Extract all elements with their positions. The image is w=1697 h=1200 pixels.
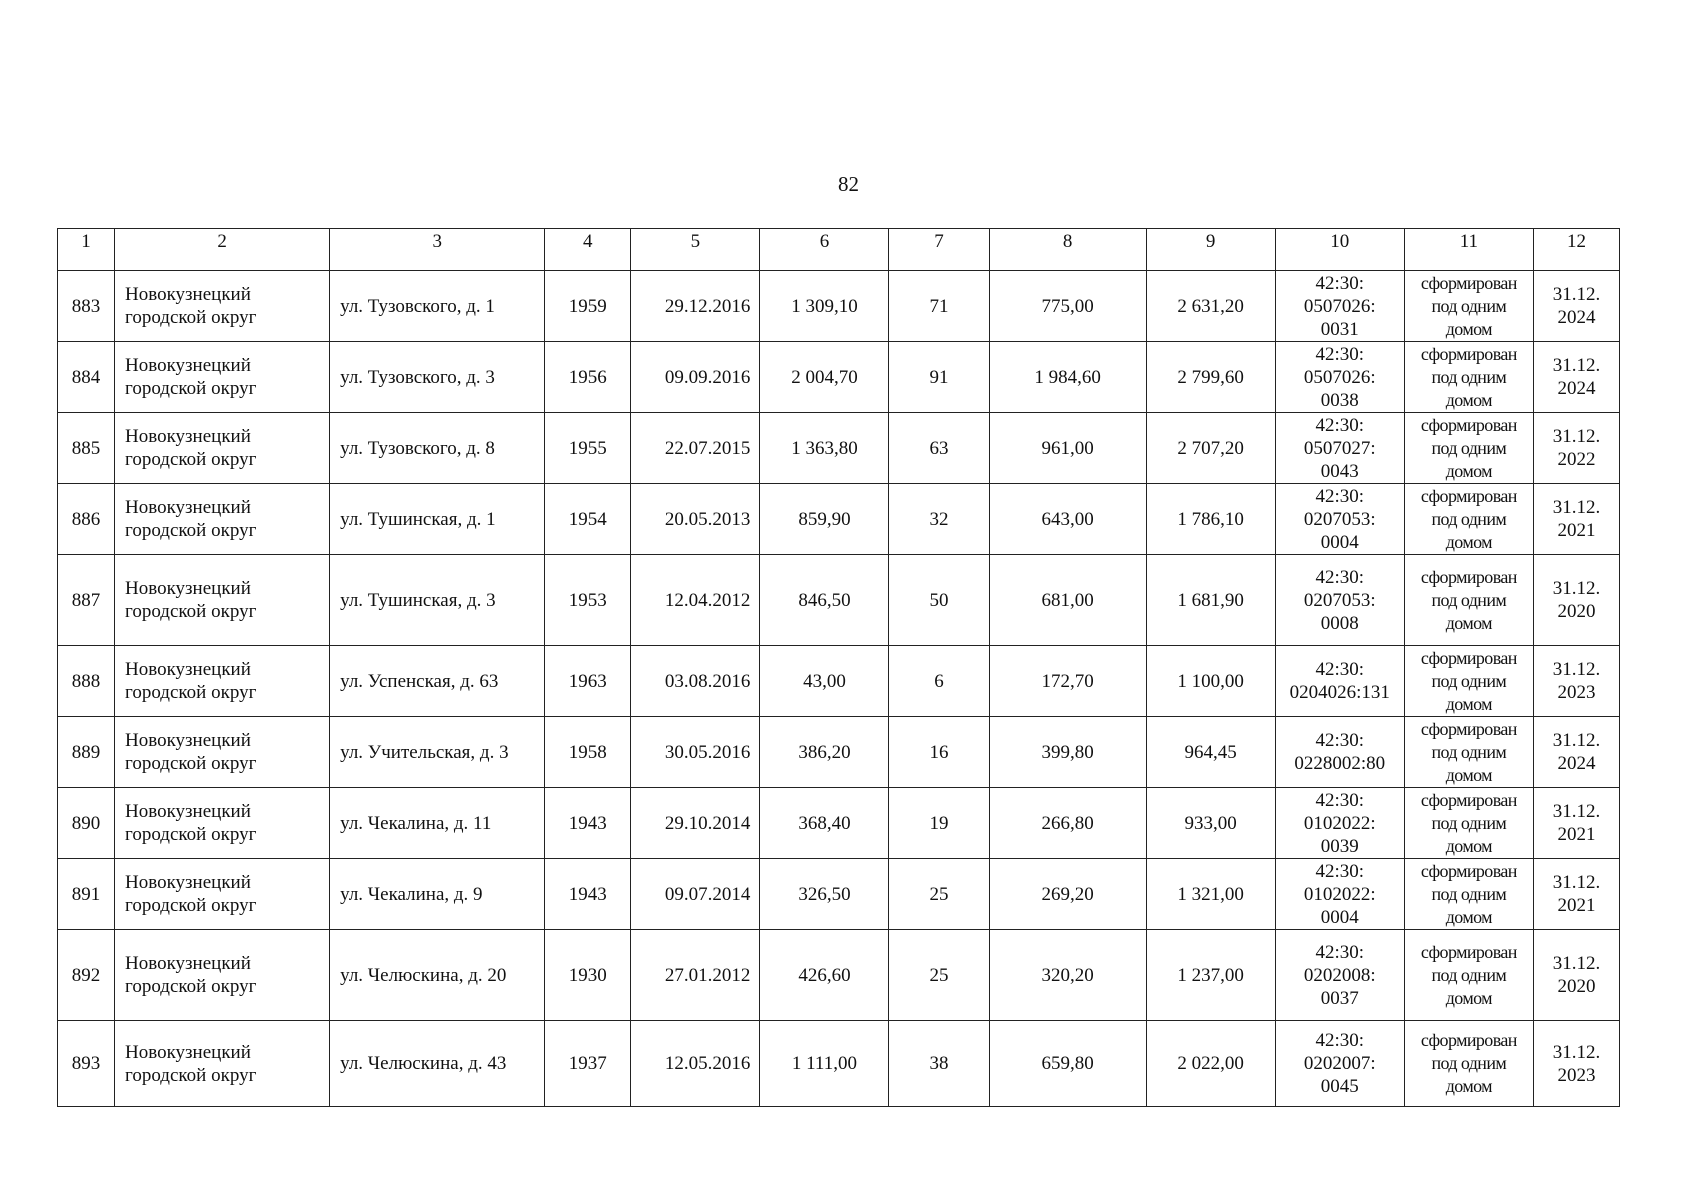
municipality-cell xyxy=(115,484,330,555)
cell-line: 42:30: xyxy=(1315,343,1365,365)
deadline-cell xyxy=(1533,484,1619,555)
cell-line: 0507026: xyxy=(1303,366,1376,388)
land-status-cell xyxy=(1404,555,1533,646)
municipality-cell xyxy=(115,271,330,342)
cell-line: 0038 xyxy=(1320,389,1359,411)
column-header: 11 xyxy=(1404,229,1533,271)
area-total-cell: 43,00 xyxy=(760,646,889,717)
cell-line: 42:30: xyxy=(1315,485,1365,507)
cell-line: 42:30: xyxy=(1315,566,1365,588)
cell-line: под одним xyxy=(1431,295,1507,316)
address-cell: ул. Чекалина, д. 9 xyxy=(330,859,545,930)
area-a-cell: 266,80 xyxy=(989,788,1146,859)
area-a-cell: 269,20 xyxy=(989,859,1146,930)
area-b-cell: 1 786,10 xyxy=(1146,484,1275,555)
count-cell: 71 xyxy=(889,271,989,342)
cell-line: 42:30: xyxy=(1315,860,1365,882)
row-number-cell: 891 xyxy=(58,859,115,930)
land-status-cell xyxy=(1404,271,1533,342)
row-number-cell: 887 xyxy=(58,555,115,646)
municipality-cell xyxy=(115,555,330,646)
cell-line: под одним xyxy=(1431,366,1507,387)
area-total-cell: 326,50 xyxy=(760,859,889,930)
deadline-cell xyxy=(1533,859,1619,930)
cell-line: сформирован xyxy=(1420,1030,1517,1050)
cell-line: домом xyxy=(1445,531,1492,552)
land-status-cell xyxy=(1404,1021,1533,1107)
municipality-cell xyxy=(115,1021,330,1107)
area-b-cell: 964,45 xyxy=(1146,717,1275,788)
column-header: 8 xyxy=(989,229,1146,271)
date-cell: 22.07.2015 xyxy=(631,413,760,484)
count-cell: 19 xyxy=(889,788,989,859)
address-cell: ул. Успенская, д. 63 xyxy=(330,646,545,717)
cell-line: 2023 xyxy=(1557,682,1596,703)
page-number: 82 xyxy=(838,172,859,196)
cadastral-number-cell xyxy=(1275,1021,1404,1107)
land-status-cell xyxy=(1404,717,1533,788)
cell-line: 31.12. xyxy=(1552,730,1601,751)
municipality-cell xyxy=(115,717,330,788)
column-header: 2 xyxy=(115,229,330,271)
area-b-cell: 2 799,60 xyxy=(1146,342,1275,413)
land-status-cell xyxy=(1404,484,1533,555)
address-cell: ул. Тушинская, д. 1 xyxy=(330,484,545,555)
cadastral-number-cell xyxy=(1275,413,1404,484)
area-total-cell: 1 309,10 xyxy=(760,271,889,342)
year-cell: 1954 xyxy=(545,484,631,555)
column-header: 5 xyxy=(631,229,760,271)
cadastral-number-cell xyxy=(1275,484,1404,555)
year-cell: 1956 xyxy=(545,342,631,413)
municipality-cell xyxy=(115,930,330,1021)
year-cell: 1963 xyxy=(545,646,631,717)
count-cell: 50 xyxy=(889,555,989,646)
area-total-cell: 846,50 xyxy=(760,555,889,646)
area-a-cell: 1 984,60 xyxy=(989,342,1146,413)
cadastral-number-cell xyxy=(1275,717,1404,788)
cell-line: 0008 xyxy=(1320,612,1359,634)
area-total-cell: 1 363,80 xyxy=(760,413,889,484)
area-b-cell: 2 707,20 xyxy=(1146,413,1275,484)
cell-line: Новокузнецкий xyxy=(125,355,251,376)
row-number-cell: 885 xyxy=(58,413,115,484)
cell-line: 31.12. xyxy=(1552,578,1601,599)
cell-line: 31.12. xyxy=(1552,953,1601,974)
cell-line: Новокузнецкий xyxy=(125,578,251,599)
cell-line: городской округ xyxy=(125,1064,257,1086)
cell-line: 31.12. xyxy=(1552,426,1601,447)
area-a-cell: 172,70 xyxy=(989,646,1146,717)
cell-line: 0045 xyxy=(1320,1076,1359,1097)
housing-registry-table xyxy=(57,228,1620,1107)
cell-line: городской округ xyxy=(125,378,257,399)
cell-line: 2024 xyxy=(1557,378,1596,399)
count-cell: 38 xyxy=(889,1021,989,1107)
table-row xyxy=(58,1021,1620,1107)
address-cell: ул. Тузовского, д. 1 xyxy=(330,271,545,342)
year-cell: 1959 xyxy=(545,271,631,342)
cell-line: Новокузнецкий xyxy=(125,953,251,974)
count-cell: 16 xyxy=(889,717,989,788)
area-total-cell: 386,20 xyxy=(760,717,889,788)
cell-line: под одним xyxy=(1431,964,1507,985)
column-header: 1 xyxy=(58,229,115,271)
cell-line: 2023 xyxy=(1557,1064,1596,1086)
column-header: 4 xyxy=(545,229,631,271)
cell-line: городской округ xyxy=(125,520,257,541)
cell-line: 2024 xyxy=(1557,307,1596,328)
row-number-cell: 884 xyxy=(58,342,115,413)
cell-line: под одним xyxy=(1431,1053,1507,1073)
cell-line: городской округ xyxy=(125,824,257,845)
cell-line: домом xyxy=(1445,906,1492,927)
cell-line: городской округ xyxy=(125,449,257,470)
cell-line: 0004 xyxy=(1320,906,1359,928)
cell-line: 42:30: xyxy=(1315,789,1365,811)
area-a-cell: 961,00 xyxy=(989,413,1146,484)
municipality-cell xyxy=(115,413,330,484)
date-cell: 27.01.2012 xyxy=(631,930,760,1021)
table-row xyxy=(58,484,1620,555)
cadastral-number-cell xyxy=(1275,859,1404,930)
address-cell: ул. Тушинская, д. 3 xyxy=(330,555,545,646)
cell-line: 2020 xyxy=(1557,601,1596,622)
cell-line: 31.12. xyxy=(1552,659,1601,680)
cell-line: 0507026: xyxy=(1303,295,1376,317)
area-b-cell: 1 237,00 xyxy=(1146,930,1275,1021)
table-row xyxy=(58,646,1620,717)
area-total-cell: 1 111,00 xyxy=(760,1021,889,1107)
area-a-cell: 659,80 xyxy=(989,1021,1146,1107)
table-row xyxy=(58,271,1620,342)
cell-line: под одним xyxy=(1431,508,1507,529)
deadline-cell xyxy=(1533,646,1619,717)
cell-line: городской округ xyxy=(125,601,257,622)
cell-line: Новокузнецкий xyxy=(125,284,251,305)
table-row xyxy=(58,859,1620,930)
area-b-cell: 2 022,00 xyxy=(1146,1021,1275,1107)
area-b-cell: 1 681,90 xyxy=(1146,555,1275,646)
cadastral-number-cell xyxy=(1275,646,1404,717)
area-a-cell: 643,00 xyxy=(989,484,1146,555)
land-status-cell xyxy=(1404,646,1533,717)
cell-line: Новокузнецкий xyxy=(125,872,251,893)
cadastral-number-cell xyxy=(1275,342,1404,413)
deadline-cell xyxy=(1533,930,1619,1021)
area-total-cell: 2 004,70 xyxy=(760,342,889,413)
cell-line: домом xyxy=(1445,693,1492,714)
deadline-cell xyxy=(1533,717,1619,788)
cell-line: 31.12. xyxy=(1552,872,1601,893)
cell-line: домом xyxy=(1445,1076,1492,1096)
cell-line: под одним xyxy=(1431,437,1507,458)
land-status-cell xyxy=(1404,859,1533,930)
municipality-cell xyxy=(115,646,330,717)
row-number-cell: 889 xyxy=(58,717,115,788)
date-cell: 29.10.2014 xyxy=(631,788,760,859)
row-number-cell: 886 xyxy=(58,484,115,555)
year-cell: 1943 xyxy=(545,859,631,930)
cell-line: под одним xyxy=(1431,670,1507,691)
cell-line: под одним xyxy=(1431,883,1507,904)
address-cell: ул. Учительская, д. 3 xyxy=(330,717,545,788)
cell-line: сформирован xyxy=(1420,647,1517,668)
cell-line: 31.12. xyxy=(1552,801,1601,822)
table-row xyxy=(58,342,1620,413)
land-status-cell xyxy=(1404,788,1533,859)
cell-line: Новокузнецкий xyxy=(125,730,251,751)
area-total-cell: 859,90 xyxy=(760,484,889,555)
table-row xyxy=(58,788,1620,859)
deadline-cell xyxy=(1533,555,1619,646)
column-header: 6 xyxy=(760,229,889,271)
cell-line: 0031 xyxy=(1320,318,1359,340)
cell-line: 0228002:80 xyxy=(1294,753,1386,774)
cell-line: городской округ xyxy=(125,307,257,328)
cell-line: домом xyxy=(1445,764,1492,785)
cell-line: домом xyxy=(1445,612,1492,633)
cell-line: 31.12. xyxy=(1552,1041,1601,1063)
cell-line: 0207053: xyxy=(1303,589,1376,611)
row-number-cell: 890 xyxy=(58,788,115,859)
date-cell: 29.12.2016 xyxy=(631,271,760,342)
row-number-cell: 893 xyxy=(58,1021,115,1107)
count-cell: 32 xyxy=(889,484,989,555)
table-row xyxy=(58,413,1620,484)
column-number-header-row xyxy=(58,229,1620,271)
table-row xyxy=(58,717,1620,788)
cell-line: Новокузнецкий xyxy=(125,1041,251,1063)
year-cell: 1953 xyxy=(545,555,631,646)
year-cell: 1955 xyxy=(545,413,631,484)
count-cell: 25 xyxy=(889,859,989,930)
cell-line: 31.12. xyxy=(1552,284,1601,305)
date-cell: 09.09.2016 xyxy=(631,342,760,413)
count-cell: 63 xyxy=(889,413,989,484)
address-cell: ул. Тузовского, д. 8 xyxy=(330,413,545,484)
column-header: 3 xyxy=(330,229,545,271)
cell-line: 42:30: xyxy=(1315,272,1365,294)
cell-line: 0204026:131 xyxy=(1289,682,1390,703)
cell-line: 42:30: xyxy=(1315,1030,1365,1051)
cell-line: 0202008: xyxy=(1303,964,1376,986)
cell-line: под одним xyxy=(1431,812,1507,833)
cell-line: под одним xyxy=(1431,741,1507,762)
cell-line: сформирован xyxy=(1420,414,1517,435)
address-cell: ул. Чекалина, д. 11 xyxy=(330,788,545,859)
cell-line: 42:30: xyxy=(1315,659,1365,680)
cell-line: 42:30: xyxy=(1315,730,1365,751)
land-status-cell xyxy=(1404,342,1533,413)
cadastral-number-cell xyxy=(1275,555,1404,646)
cell-line: городской округ xyxy=(125,976,257,997)
cell-line: 42:30: xyxy=(1315,414,1365,436)
deadline-cell xyxy=(1533,413,1619,484)
cell-line: домом xyxy=(1445,835,1492,856)
count-cell: 91 xyxy=(889,342,989,413)
municipality-cell xyxy=(115,788,330,859)
date-cell: 12.05.2016 xyxy=(631,1021,760,1107)
cell-line: под одним xyxy=(1431,589,1507,610)
cell-line: Новокузнецкий xyxy=(125,801,251,822)
year-cell: 1930 xyxy=(545,930,631,1021)
area-a-cell: 320,20 xyxy=(989,930,1146,1021)
column-header: 7 xyxy=(889,229,989,271)
cell-line: сформирован xyxy=(1420,343,1517,364)
cell-line: Новокузнецкий xyxy=(125,497,251,518)
cell-line: 2021 xyxy=(1557,824,1596,845)
cell-line: 2021 xyxy=(1557,520,1596,541)
date-cell: 03.08.2016 xyxy=(631,646,760,717)
table-row xyxy=(58,555,1620,646)
area-a-cell: 399,80 xyxy=(989,717,1146,788)
cell-line: 31.12. xyxy=(1552,497,1601,518)
cell-line: городской округ xyxy=(125,753,257,774)
date-cell: 09.07.2014 xyxy=(631,859,760,930)
year-cell: 1937 xyxy=(545,1021,631,1107)
row-number-cell: 888 xyxy=(58,646,115,717)
cell-line: сформирован xyxy=(1420,789,1517,810)
area-a-cell: 681,00 xyxy=(989,555,1146,646)
address-cell: ул. Челюскина, д. 20 xyxy=(330,930,545,1021)
cadastral-number-cell xyxy=(1275,788,1404,859)
area-b-cell: 1 321,00 xyxy=(1146,859,1275,930)
address-cell: ул. Челюскина, д. 43 xyxy=(330,1021,545,1107)
cell-line: Новокузнецкий xyxy=(125,659,251,680)
address-cell: ул. Тузовского, д. 3 xyxy=(330,342,545,413)
cell-line: сформирован xyxy=(1420,272,1517,293)
year-cell: 1943 xyxy=(545,788,631,859)
municipality-cell xyxy=(115,859,330,930)
cell-line: 31.12. xyxy=(1552,355,1601,376)
land-status-cell xyxy=(1404,930,1533,1021)
cell-line: 0507027: xyxy=(1303,437,1376,459)
row-number-cell: 883 xyxy=(58,271,115,342)
year-cell: 1958 xyxy=(545,717,631,788)
area-b-cell: 1 100,00 xyxy=(1146,646,1275,717)
area-total-cell: 426,60 xyxy=(760,930,889,1021)
cell-line: домом xyxy=(1445,987,1492,1008)
cell-line: сформирован xyxy=(1420,860,1517,881)
cadastral-number-cell xyxy=(1275,930,1404,1021)
cell-line: 42:30: xyxy=(1315,941,1365,963)
cell-line: домом xyxy=(1445,389,1492,410)
cell-line: 0102022: xyxy=(1303,883,1376,905)
municipality-cell xyxy=(115,342,330,413)
cell-line: домом xyxy=(1445,460,1492,481)
cell-line: сформирован xyxy=(1420,485,1517,506)
column-header: 10 xyxy=(1275,229,1404,271)
cadastral-number-cell xyxy=(1275,271,1404,342)
cell-line: домом xyxy=(1445,318,1492,339)
cell-line: 0043 xyxy=(1320,460,1359,482)
cell-line: 0102022: xyxy=(1303,812,1376,834)
deadline-cell xyxy=(1533,271,1619,342)
row-number-cell: 892 xyxy=(58,930,115,1021)
area-b-cell: 2 631,20 xyxy=(1146,271,1275,342)
cell-line: 0004 xyxy=(1320,531,1359,553)
cell-line: городской округ xyxy=(125,895,257,916)
area-b-cell: 933,00 xyxy=(1146,788,1275,859)
cell-line: 0037 xyxy=(1320,987,1359,1009)
cell-line: Новокузнецкий xyxy=(125,426,251,447)
area-a-cell: 775,00 xyxy=(989,271,1146,342)
cell-line: 2024 xyxy=(1557,753,1596,774)
count-cell: 6 xyxy=(889,646,989,717)
column-header: 9 xyxy=(1146,229,1275,271)
cell-line: сформирован xyxy=(1420,941,1517,962)
date-cell: 12.04.2012 xyxy=(631,555,760,646)
cell-line: 0207053: xyxy=(1303,508,1376,530)
date-cell: 30.05.2016 xyxy=(631,717,760,788)
cell-line: сформирован xyxy=(1420,718,1517,739)
deadline-cell xyxy=(1533,1021,1619,1107)
column-header: 12 xyxy=(1533,229,1619,271)
area-total-cell: 368,40 xyxy=(760,788,889,859)
table-row xyxy=(58,930,1620,1021)
deadline-cell xyxy=(1533,788,1619,859)
date-cell: 20.05.2013 xyxy=(631,484,760,555)
cell-line: 2022 xyxy=(1557,449,1596,470)
cell-line: 0202007: xyxy=(1303,1053,1376,1074)
count-cell: 25 xyxy=(889,930,989,1021)
cell-line: 2020 xyxy=(1557,976,1596,997)
land-status-cell xyxy=(1404,413,1533,484)
cell-line: сформирован xyxy=(1420,566,1517,587)
deadline-cell xyxy=(1533,342,1619,413)
cell-line: 0039 xyxy=(1320,835,1359,857)
cell-line: городской округ xyxy=(125,682,257,703)
cell-line: 2021 xyxy=(1557,895,1596,916)
